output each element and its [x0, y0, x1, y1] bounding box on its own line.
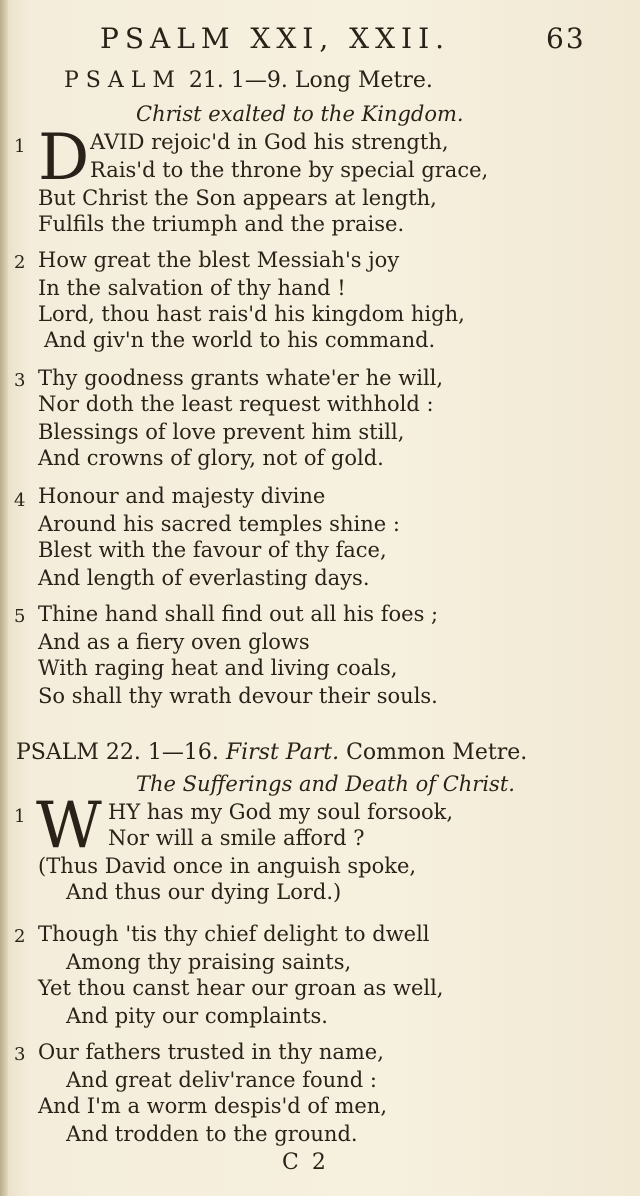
page-number: 63 — [546, 22, 586, 55]
verse-line: And giv'n the world to his command. — [44, 328, 436, 352]
verse-line: And as a fiery oven glows — [38, 630, 310, 654]
verse-line: And length of everlasting days. — [38, 566, 370, 590]
verse-line: So shall thy wrath devour their souls. — [38, 684, 438, 708]
verse-line: Thy goodness grants whate'er he will, — [38, 366, 444, 390]
verse-line: And trodden to the ground. — [66, 1122, 358, 1146]
verse-line: Among thy praising saints, — [66, 950, 352, 974]
verse-line: (Thus David once in anguish spoke, — [38, 854, 417, 878]
stanza-number: 1 — [14, 806, 26, 827]
psalm-22-heading-metre: Common Metre. — [346, 740, 528, 765]
stanza-number: 3 — [14, 370, 26, 391]
verse-line: Yet thou canst hear our groan as well, — [38, 976, 444, 1000]
stanza-number: 1 — [14, 136, 26, 157]
verse-line: Nor will a smile afford ? — [108, 826, 365, 850]
stanza-number: 2 — [14, 252, 26, 273]
running-head: PSALM XXI, XXII. — [100, 22, 451, 55]
verse-line: How great the blest Messiah's joy — [38, 248, 400, 272]
verse-line: But Christ the Son appears at length, — [38, 186, 437, 210]
psalm-21-heading-rest: 21. 1—9. Long Metre. — [188, 68, 433, 93]
signature-mark: C 2 — [282, 1150, 329, 1175]
verse-line: Honour and majesty divine — [38, 484, 326, 508]
verse-line: Nor doth the least request withhold : — [38, 392, 434, 416]
verse-line: Thine hand shall find out all his foes ; — [38, 602, 439, 626]
verse-line: And pity our complaints. — [66, 1004, 328, 1028]
stanza-number: 2 — [14, 926, 26, 947]
psalm-22-heading-number: PSALM 22. 1—16. — [16, 740, 219, 765]
psalm-22-subtitle: The Sufferings and Death of Christ. — [136, 772, 515, 796]
verse-line: And great deliv'rance found : — [66, 1068, 377, 1092]
drop-cap: D — [38, 121, 90, 195]
psalm-21-subtitle: Christ exalted to the Kingdom. — [136, 102, 464, 126]
psalm-21-heading-word: PSALM — [64, 68, 182, 93]
verse-line: HY has my God my soul forsook, — [108, 800, 454, 824]
verse-line: Fulfils the triumph and the praise. — [38, 212, 405, 236]
verse-line: Lord, thou hast rais'd his kingdom high, — [38, 302, 465, 326]
verse-line: Though 'tis thy chief delight to dwell — [38, 922, 430, 946]
verse-line: Around his sacred temples shine : — [38, 512, 400, 536]
verse-line: In the salvation of thy hand ! — [38, 276, 346, 300]
psalm-22-heading-part: First Part. — [225, 740, 340, 765]
verse-line: Blest with the favour of thy face, — [38, 538, 387, 562]
stanza-number: 4 — [14, 490, 26, 511]
verse-line: And crowns of glory, not of gold. — [38, 446, 384, 470]
verse-line: With raging heat and living coals, — [38, 656, 398, 680]
verse-line: Rais'd to the throne by special grace, — [90, 158, 489, 182]
psalm-21-heading — [64, 68, 433, 93]
verse-line: AVID rejoic'd in God his strength, — [90, 130, 449, 154]
stanza-number: 3 — [14, 1044, 26, 1065]
stanza-number: 5 — [14, 606, 26, 627]
verse-line: Our fathers trusted in thy name, — [38, 1040, 384, 1064]
verse-line: And thus our dying Lord.) — [66, 880, 342, 904]
page-gutter — [0, 0, 8, 1196]
psalm-22-heading — [16, 740, 527, 765]
drop-cap: W — [36, 789, 102, 863]
verse-line: Blessings of love prevent him still, — [38, 420, 405, 444]
verse-line: And I'm a worm despis'd of men, — [38, 1094, 388, 1118]
